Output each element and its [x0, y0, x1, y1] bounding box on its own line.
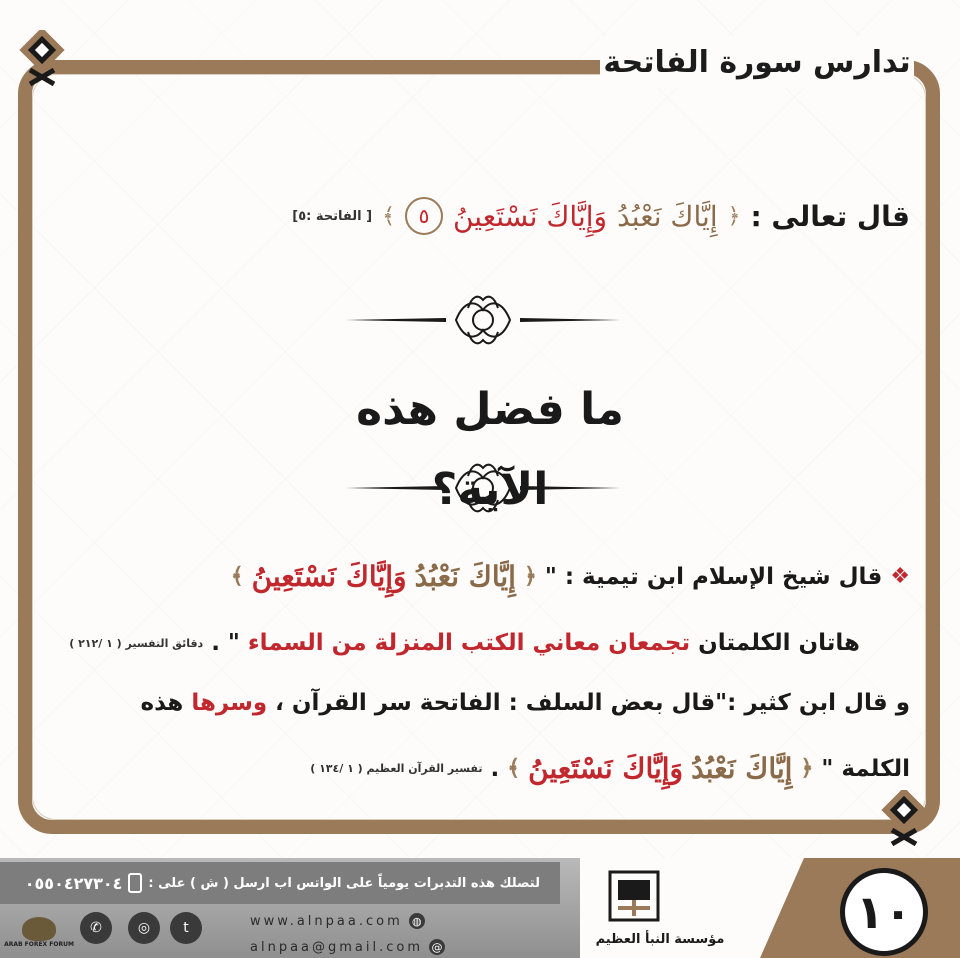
quote1-line2 — [69, 630, 860, 656]
quote1-line1 — [231, 560, 910, 593]
instagram-icon[interactable]: ◎ — [128, 912, 160, 944]
contact-text: لتصلك هذه التدبرات يومياً على الواتس اب ارسل ( ش ) على : — [148, 875, 540, 891]
verse-text-part1: إِيَّاكَ نَعْبُدُ — [617, 199, 718, 233]
corner-logo-icon — [14, 30, 70, 86]
website-row — [250, 910, 470, 932]
verse-line — [190, 186, 910, 246]
phone-icon — [128, 873, 142, 893]
quote1-line2-start: هاتان الكلمتان — [698, 630, 860, 656]
quote2-verse-part1: إِيَّاكَ نَعْبُدُ — [691, 752, 793, 785]
website-link[interactable]: www.alnpaa.com — [250, 913, 403, 929]
whatsapp-icon[interactable]: ✆ — [80, 912, 112, 944]
quote1-verse-part1: إِيَّاكَ نَعْبُدُ — [414, 560, 516, 593]
brand-logo-icon — [606, 868, 662, 924]
corner-logo-icon — [876, 790, 932, 846]
phone-number[interactable]: ٠٥٥٠٤٢٧٣٠٤ — [24, 873, 123, 893]
page-title: تدارس سورة الفاتحة — [603, 44, 911, 80]
verse-intro: قال تعالى : — [750, 199, 910, 233]
quote2-line2-start: الكلمة — [841, 755, 910, 782]
ornament-icon: ﴿ — [727, 203, 741, 229]
ornament-icon: ﴿ — [523, 564, 537, 589]
footer-contact — [0, 870, 560, 896]
quote2-line1 — [141, 690, 911, 716]
quote2-line2-quote: " — [821, 755, 834, 782]
quote2-line1-start: و قال ابن كثير :"قال بعض السلف : الفاتحة سر القرآن ، — [275, 690, 910, 716]
watermark-emblem-icon — [22, 917, 56, 941]
ornament-divider — [346, 458, 620, 518]
quote2-line1-emphasis: وسرها — [191, 690, 268, 716]
email-row — [250, 936, 470, 958]
verse-text-part2: وَإِيَّاكَ نَسْتَعِينُ — [452, 199, 608, 233]
quote1-intro: قال شيخ الإسلام ابن تيمية : " — [544, 563, 883, 590]
quote1-line2-end: " . — [211, 630, 240, 656]
email-link[interactable]: alnpaa@gmail.com — [250, 939, 424, 955]
quote2-line2 — [310, 752, 910, 785]
ornament-icon: ﴾ — [507, 756, 521, 781]
bullet-icon: ❖ — [890, 564, 910, 589]
quote2-reference: تفسير القرآن العظيم ( ١ /١٣٤ ) — [310, 762, 483, 775]
ornament-divider — [346, 290, 620, 350]
quote1-verse-part2: وَإِيَّاكَ نَسْتَعِينُ — [251, 560, 407, 593]
watermark — [4, 910, 74, 954]
twitter-icon[interactable]: t — [170, 912, 202, 944]
day-number-badge: ١٠ — [840, 868, 928, 956]
ornament-icon: ﴿ — [800, 756, 814, 781]
ornament-icon: ﴾ — [230, 564, 244, 589]
ornament-icon: ﴾ — [382, 203, 395, 229]
verse-reference: [ الفاتحة :٥] — [292, 208, 373, 224]
question-heading: ما فضل هذه الآية؟ — [356, 384, 624, 515]
quote2-line1-end: هذه — [140, 690, 184, 716]
verse-number: ٥ — [405, 197, 443, 235]
quote1-reference: دقائق التفسير ( ١ /٢١٢ ) — [69, 636, 204, 650]
brand-name: مؤسسة النبأ العظيم — [595, 932, 725, 947]
quote2-verse-part2: وَإِيَّاكَ نَسْتَعِينُ — [528, 752, 684, 785]
at-icon: @ — [429, 939, 445, 955]
watermark-text: ARAB FOREX FORUM — [4, 940, 74, 948]
globe-icon: ◍ — [409, 913, 425, 929]
quote1-line2-emphasis: تجمعان معاني الكتب المنزلة من السماء — [247, 630, 691, 656]
title-box — [600, 36, 914, 88]
quote2-line2-dot: . — [490, 755, 500, 782]
